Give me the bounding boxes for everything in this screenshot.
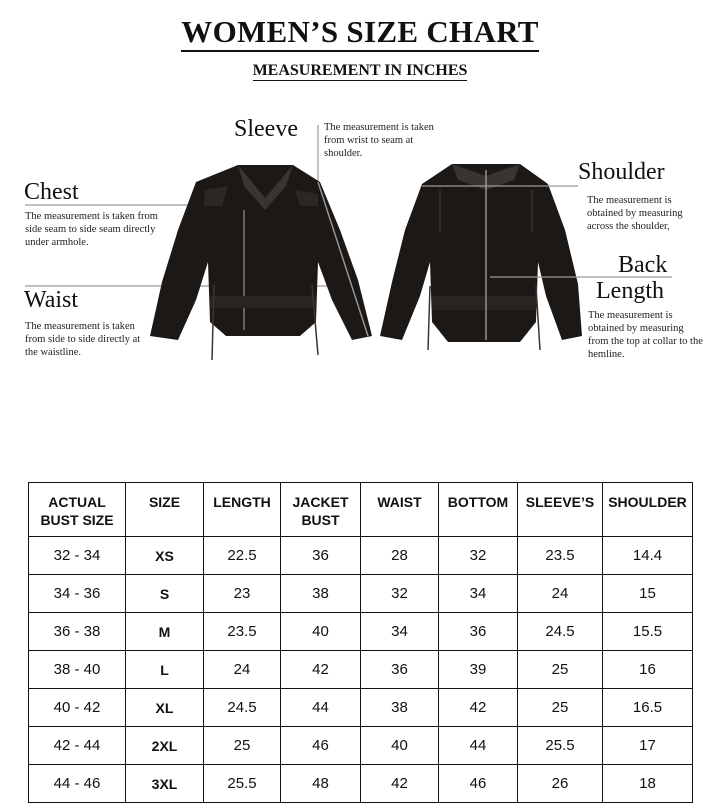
table-cell: 23.5 — [518, 537, 603, 575]
size-table — [28, 482, 693, 803]
header-bottom: BOTTOM — [439, 483, 518, 537]
table-cell: 28 — [361, 537, 439, 575]
table-row — [29, 765, 693, 803]
table-cell: 24.5 — [518, 613, 603, 651]
table-row — [29, 575, 693, 613]
header-waist: WAIST — [361, 483, 439, 537]
table-cell: 36 — [439, 613, 518, 651]
header-sleeves: SLEEVE’S — [518, 483, 603, 537]
table-cell: 32 — [361, 575, 439, 613]
table-cell: 22.5 — [204, 537, 281, 575]
table-cell: S — [126, 575, 204, 613]
back-jacket-icon — [380, 164, 582, 350]
waist-description: The measurement is taken from side to side directly at the waistline. — [25, 321, 141, 359]
table-row — [29, 613, 693, 651]
table-cell: 36 — [281, 537, 361, 575]
table-cell: 3XL — [126, 765, 204, 803]
chest-label: Chest — [24, 179, 79, 205]
table-cell: 25.5 — [518, 727, 603, 765]
header-size: SIZE — [126, 483, 204, 537]
header-actual-bust-size: ACTUAL BUST SIZE — [29, 483, 126, 537]
table-cell: 24 — [518, 575, 603, 613]
table-cell: 44 — [439, 727, 518, 765]
front-jacket-icon — [150, 165, 372, 360]
shoulder-label: Shoulder — [578, 159, 665, 185]
table-cell: M — [126, 613, 204, 651]
table-cell: 2XL — [126, 727, 204, 765]
table-cell: 25.5 — [204, 765, 281, 803]
table-cell: 16.5 — [603, 689, 693, 727]
table-cell: 42 — [439, 689, 518, 727]
table-row — [29, 537, 693, 575]
table-cell: 25 — [518, 651, 603, 689]
table-row — [29, 689, 693, 727]
table-cell: 40 — [361, 727, 439, 765]
table-cell: 14.4 — [603, 537, 693, 575]
waist-label: Waist — [24, 287, 79, 313]
table-cell: 46 — [439, 765, 518, 803]
table-cell: 17 — [603, 727, 693, 765]
table-cell: 40 - 42 — [29, 689, 126, 727]
table-cell: 34 - 36 — [29, 575, 126, 613]
chest-description: The measurement is taken from side seam to side seam directly under armhole. — [25, 211, 158, 249]
sleeve-description: The measurement is taken from wrist to seam at shoulder. — [324, 122, 434, 160]
table-cell: 44 — [281, 689, 361, 727]
table-cell: 38 - 40 — [29, 651, 126, 689]
table-cell: 25 — [518, 689, 603, 727]
table-cell: 42 - 44 — [29, 727, 126, 765]
table-cell: 24 — [204, 651, 281, 689]
table-row — [29, 727, 693, 765]
header-length: LENGTH — [204, 483, 281, 537]
table-header-row — [29, 483, 693, 537]
table-cell: XL — [126, 689, 204, 727]
table-cell: 23.5 — [204, 613, 281, 651]
table-cell: 16 — [603, 651, 693, 689]
table-cell: 34 — [361, 613, 439, 651]
page-title: WOMEN’S SIZE CHART — [0, 14, 720, 50]
header-jacket-bust: JACKET BUST — [281, 483, 361, 537]
table-cell: 36 — [361, 651, 439, 689]
sleeve-label: Sleeve — [234, 116, 298, 142]
shoulder-description: The measurement is obtained by measuring across the shoulder, — [587, 195, 683, 233]
table-cell: 36 - 38 — [29, 613, 126, 651]
table-cell: 39 — [439, 651, 518, 689]
back-length-label-line2: Length — [596, 278, 664, 304]
table-cell: 15.5 — [603, 613, 693, 651]
table-cell: 18 — [603, 765, 693, 803]
table-cell: 15 — [603, 575, 693, 613]
table-cell: XS — [126, 537, 204, 575]
table-cell: 24.5 — [204, 689, 281, 727]
page-subtitle: MEASUREMENT IN INCHES — [252, 62, 468, 79]
table-cell: 38 — [361, 689, 439, 727]
table-cell: 38 — [281, 575, 361, 613]
table-cell: 32 - 34 — [29, 537, 126, 575]
header-shoulder: SHOULDER — [603, 483, 693, 537]
table-row — [29, 651, 693, 689]
table-cell: 25 — [204, 727, 281, 765]
table-cell: 32 — [439, 537, 518, 575]
table-cell: L — [126, 651, 204, 689]
table-cell: 34 — [439, 575, 518, 613]
table-cell: 23 — [204, 575, 281, 613]
table-cell: 26 — [518, 765, 603, 803]
table-cell: 42 — [281, 651, 361, 689]
table-cell: 42 — [361, 765, 439, 803]
table-cell: 48 — [281, 765, 361, 803]
back-length-label-line1: Back — [618, 252, 668, 278]
table-cell: 40 — [281, 613, 361, 651]
back-length-description: The measurement is obtained by measuring from the top at collar to the hemline. — [588, 310, 703, 361]
table-cell: 46 — [281, 727, 361, 765]
table-cell: 44 - 46 — [29, 765, 126, 803]
jacket-illustration — [0, 0, 720, 380]
